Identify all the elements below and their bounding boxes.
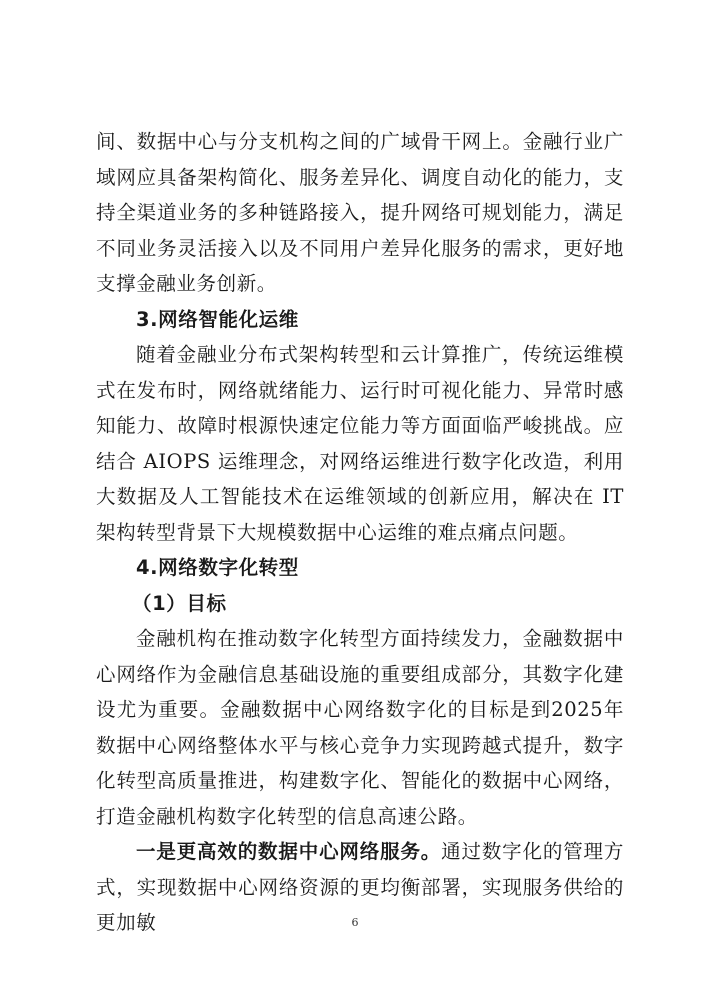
paragraph-goal: 金融机构在推动数字化转型方面持续发力，金融数据中心网络作为金融信息基础设施的重要组成部分，其数字化建设尤为重要。金融数据中心网络数字化的目标是到2025年数据中心网络整体水平与核心竞争力实现跨越式提升，数字化转型高质量推进，构建数字化、智能化的数据中心网络，打造金融机构数字化转型的信息高速公路。 (96, 627, 624, 828)
subsection-heading-goal: （1）目标 (132, 591, 227, 615)
section-heading-4: 4.网络数字化转型 (136, 556, 299, 579)
paragraph-intelligent-ops: 随着金融业分布式架构转型和云计算推广，传统运维模式在发布时，网络就绪能力、运行时可视化能力、异常时感知能力、故障时根源快速定位能力等方面面临严峻挑战。应结合 AIOPS 运维理念，对网络运维进行数字化改造，利用大数据及人工智能技术在运维领域的创新应用，解决在 IT 架构转型背景下大规模数据中心运维的难点痛点问题。 (96, 343, 624, 544)
page-body (96, 124, 624, 941)
page-number: 6 (351, 916, 359, 929)
first-point-text: 通过数字化的管理方式，实现数据中心网络资源的更均衡部署，实现服务供给的更加敏 (96, 840, 624, 934)
section-heading-3: 3.网络智能化运维 (136, 307, 299, 331)
first-point-lead: 一是更高效的数据中心网络服务。 (136, 840, 442, 863)
paragraph-wan-backbone: 间、数据中心与分支机构之间的广域骨干网上。金融行业广域网应具备架构简化、服务差异化、调度自动化的能力，支持全渠道业务的多种链路接入，提升网络可规划能力，满足不同业务灵活接入以及不同用户差异化服务的需求，更好地支撑金融业务创新。 (96, 130, 624, 295)
